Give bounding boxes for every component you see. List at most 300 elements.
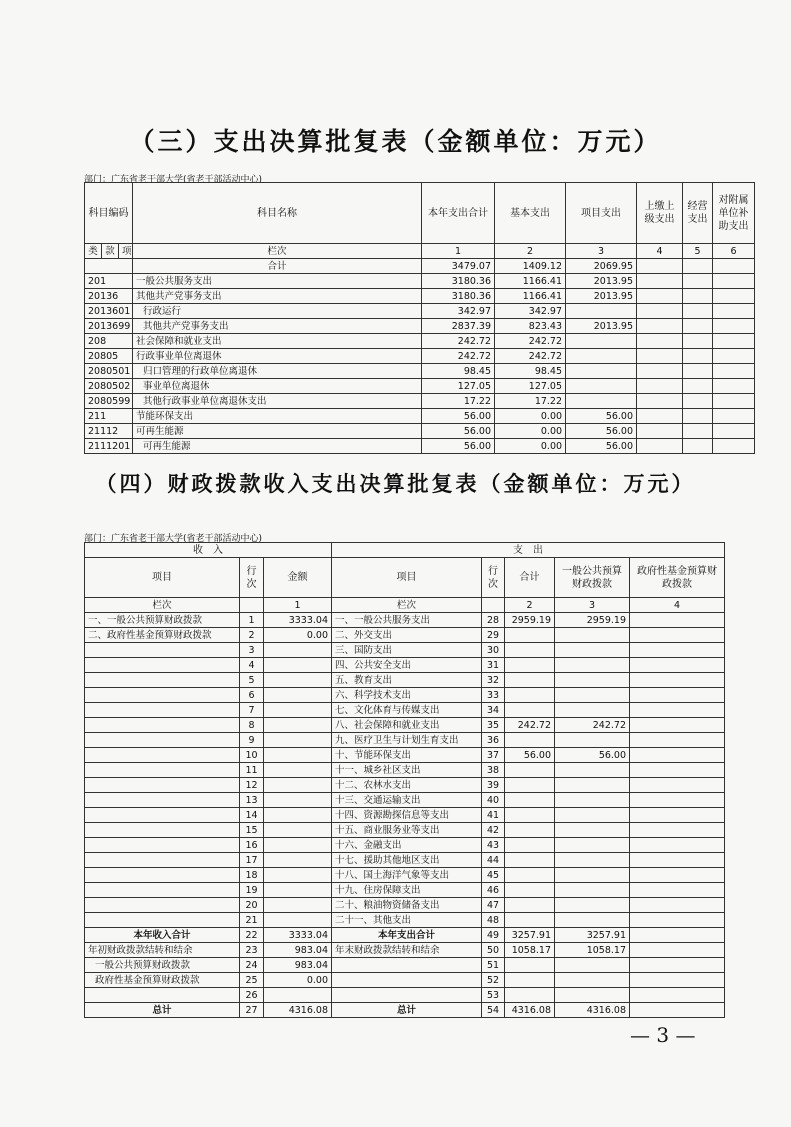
expense-general	[555, 673, 630, 688]
expense-line: 35	[482, 718, 505, 733]
expense-fund	[630, 823, 725, 838]
table-row	[85, 958, 725, 973]
expense-line: 47	[482, 898, 505, 913]
expense-general: 4316.08	[555, 1003, 630, 1018]
subject-code: 21112	[85, 424, 133, 439]
expense-general	[555, 643, 630, 658]
subject-code: 2080502	[85, 379, 133, 394]
expense-general	[555, 823, 630, 838]
income-item: 总计	[85, 1003, 240, 1018]
table-row	[85, 334, 755, 349]
header-general: 一般公共预算财政拨款	[555, 558, 630, 598]
empty-cell	[637, 439, 683, 454]
table-row	[85, 928, 725, 943]
expense-total	[505, 703, 555, 718]
expense-line: 31	[482, 658, 505, 673]
income-amount: 983.04	[264, 943, 332, 958]
subject-name: 节能环保支出	[133, 409, 422, 424]
income-line: 23	[240, 943, 264, 958]
total-amount: 56.00	[422, 409, 495, 424]
table-row	[85, 274, 755, 289]
expense-item: 二十、粮油物资储备支出	[332, 898, 482, 913]
col-num: 4	[630, 598, 725, 613]
expense-general: 2959.19	[555, 613, 630, 628]
expense-fund	[630, 853, 725, 868]
expense-item	[332, 988, 482, 1003]
header-income: 收 入	[85, 543, 332, 558]
total-amount: 3479.07	[422, 259, 495, 274]
expense-total	[505, 853, 555, 868]
income-item	[85, 658, 240, 673]
empty-cell	[637, 409, 683, 424]
expense-fund	[630, 793, 725, 808]
expense-total: 242.72	[505, 718, 555, 733]
income-item: 本年收入合计	[85, 928, 240, 943]
basic-amount: 823.43	[495, 319, 566, 334]
income-line: 18	[240, 868, 264, 883]
total-amount: 2837.39	[422, 319, 495, 334]
empty-cell	[713, 349, 755, 364]
project-amount	[566, 364, 637, 379]
subject-code: 211	[85, 409, 133, 424]
subject-code: 2111201	[85, 439, 133, 454]
income-amount	[264, 703, 332, 718]
subject-name: 合计	[133, 259, 422, 274]
income-item: 一、一般公共预算财政拨款	[85, 613, 240, 628]
column-label: 栏次	[85, 598, 240, 613]
expense-general	[555, 658, 630, 673]
income-amount	[264, 883, 332, 898]
header-xiang: 项	[119, 244, 133, 259]
empty-cell	[713, 379, 755, 394]
section3-department: 部门：广东省老干部大学(省老干部活动中心)	[84, 175, 263, 185]
table-row	[85, 658, 725, 673]
subject-name: 一般公共服务支出	[133, 274, 422, 289]
empty-cell	[683, 304, 713, 319]
expense-total	[505, 838, 555, 853]
income-amount	[264, 988, 332, 1003]
project-amount: 56.00	[566, 439, 637, 454]
income-line: 17	[240, 853, 264, 868]
subject-code: 20805	[85, 349, 133, 364]
table-row	[85, 943, 725, 958]
empty-cell	[683, 259, 713, 274]
expense-item: 七、文化体育与传媒支出	[332, 703, 482, 718]
expense-line: 34	[482, 703, 505, 718]
expense-general	[555, 703, 630, 718]
header-total: 本年支出合计	[422, 183, 495, 244]
table-row	[85, 628, 725, 643]
income-line: 6	[240, 688, 264, 703]
empty-cell	[637, 304, 683, 319]
expense-fund	[630, 973, 725, 988]
expense-item: 十七、援助其他地区支出	[332, 853, 482, 868]
income-amount: 4316.08	[264, 1003, 332, 1018]
income-item	[85, 733, 240, 748]
income-amount	[264, 823, 332, 838]
expense-general	[555, 958, 630, 973]
expense-fund	[630, 613, 725, 628]
expense-line: 28	[482, 613, 505, 628]
header-total: 合计	[505, 558, 555, 598]
expense-line: 50	[482, 943, 505, 958]
table-row	[85, 718, 725, 733]
income-amount	[264, 733, 332, 748]
income-line: 15	[240, 823, 264, 838]
header-upper: 上缴上级支出	[637, 183, 683, 244]
income-amount	[264, 658, 332, 673]
income-item	[85, 883, 240, 898]
expense-general	[555, 628, 630, 643]
expense-total	[505, 958, 555, 973]
expenditure-table	[84, 182, 755, 454]
expense-fund	[630, 718, 725, 733]
income-amount: 983.04	[264, 958, 332, 973]
empty-cell	[637, 379, 683, 394]
empty-cell	[713, 259, 755, 274]
header-basic: 基本支出	[495, 183, 566, 244]
empty-cell	[683, 379, 713, 394]
empty-cell	[683, 409, 713, 424]
col-num: 6	[713, 244, 755, 259]
subject-code: 20136	[85, 289, 133, 304]
expense-total	[505, 778, 555, 793]
expense-total	[505, 988, 555, 1003]
subject-name: 其他行政事业单位离退休支出	[133, 394, 422, 409]
expense-line: 45	[482, 868, 505, 883]
income-amount	[264, 748, 332, 763]
empty-cell	[713, 304, 755, 319]
expense-total	[505, 808, 555, 823]
empty-cell	[637, 394, 683, 409]
expense-total	[505, 643, 555, 658]
empty-cell	[637, 349, 683, 364]
income-line: 10	[240, 748, 264, 763]
income-item	[85, 808, 240, 823]
expense-item	[332, 958, 482, 973]
income-amount	[264, 838, 332, 853]
expense-total	[505, 793, 555, 808]
total-amount: 127.05	[422, 379, 495, 394]
expense-general	[555, 913, 630, 928]
subject-code: 2080501	[85, 364, 133, 379]
empty-cell	[637, 289, 683, 304]
project-amount: 2013.95	[566, 319, 637, 334]
expense-total	[505, 628, 555, 643]
project-amount: 56.00	[566, 424, 637, 439]
expense-item: 一、一般公共服务支出	[332, 613, 482, 628]
expense-line: 38	[482, 763, 505, 778]
subject-code: 2080599	[85, 394, 133, 409]
expense-item: 三、国防支出	[332, 643, 482, 658]
subject-name: 行政运行	[133, 304, 422, 319]
income-item	[85, 688, 240, 703]
table-row	[85, 304, 755, 319]
expense-fund	[630, 628, 725, 643]
expense-item: 六、科学技术支出	[332, 688, 482, 703]
expense-line: 48	[482, 913, 505, 928]
empty-cell	[683, 274, 713, 289]
income-amount	[264, 913, 332, 928]
header-business: 经营支出	[683, 183, 713, 244]
basic-amount: 242.72	[495, 334, 566, 349]
empty-cell	[683, 424, 713, 439]
table-row	[85, 439, 755, 454]
expense-general	[555, 793, 630, 808]
expense-line: 36	[482, 733, 505, 748]
income-line: 11	[240, 763, 264, 778]
project-amount	[566, 349, 637, 364]
subject-code: 208	[85, 334, 133, 349]
subject-name: 可再生能源	[133, 424, 422, 439]
income-line: 13	[240, 793, 264, 808]
income-item	[85, 988, 240, 1003]
expense-total: 3257.91	[505, 928, 555, 943]
expense-total	[505, 763, 555, 778]
income-line: 8	[240, 718, 264, 733]
expense-fund	[630, 1003, 725, 1018]
expense-item: 四、公共安全支出	[332, 658, 482, 673]
expense-fund	[630, 898, 725, 913]
income-amount	[264, 808, 332, 823]
income-amount	[264, 898, 332, 913]
basic-amount: 1166.41	[495, 289, 566, 304]
expense-fund	[630, 748, 725, 763]
subject-code: 2013601	[85, 304, 133, 319]
total-amount: 3180.36	[422, 274, 495, 289]
col-num: 2	[505, 598, 555, 613]
table-row	[85, 973, 725, 988]
header-name: 科目名称	[133, 183, 422, 244]
expense-general	[555, 988, 630, 1003]
expense-total	[505, 673, 555, 688]
expense-line: 37	[482, 748, 505, 763]
expense-item: 五、教育支出	[332, 673, 482, 688]
income-item: 一般公共预算财政拨款	[85, 958, 240, 973]
expense-item: 二十一、其他支出	[332, 913, 482, 928]
empty-cell	[713, 319, 755, 334]
expense-line: 32	[482, 673, 505, 688]
subject-code	[85, 259, 133, 274]
expense-item: 本年支出合计	[332, 928, 482, 943]
expense-fund	[630, 688, 725, 703]
total-amount: 56.00	[422, 424, 495, 439]
income-amount	[264, 718, 332, 733]
basic-amount: 127.05	[495, 379, 566, 394]
page-number: — 3 —	[630, 1023, 696, 1047]
expense-item: 十四、资源勘探信息等支出	[332, 808, 482, 823]
expense-total	[505, 733, 555, 748]
expense-fund	[630, 928, 725, 943]
empty-cell	[713, 274, 755, 289]
expense-general	[555, 898, 630, 913]
header-lei: 类	[85, 244, 102, 259]
header-item: 项目	[332, 558, 482, 598]
expense-fund	[630, 658, 725, 673]
expense-fund	[630, 943, 725, 958]
expense-total	[505, 868, 555, 883]
section3-title: （三）支出决算批复表（金额单位：万元）	[129, 127, 662, 156]
expense-fund	[630, 883, 725, 898]
income-line: 4	[240, 658, 264, 673]
table-row	[85, 868, 725, 883]
income-item: 政府性基金预算财政拨款	[85, 973, 240, 988]
total-amount: 17.22	[422, 394, 495, 409]
income-amount: 0.00	[264, 973, 332, 988]
expense-total: 4316.08	[505, 1003, 555, 1018]
expense-line: 54	[482, 1003, 505, 1018]
income-amount	[264, 688, 332, 703]
income-item	[85, 703, 240, 718]
total-amount: 98.45	[422, 364, 495, 379]
expense-line: 46	[482, 883, 505, 898]
basic-amount: 17.22	[495, 394, 566, 409]
basic-amount: 0.00	[495, 424, 566, 439]
project-amount	[566, 394, 637, 409]
table-row	[85, 748, 725, 763]
income-line: 24	[240, 958, 264, 973]
project-amount: 2069.95	[566, 259, 637, 274]
expense-total: 1058.17	[505, 943, 555, 958]
total-amount: 242.72	[422, 349, 495, 364]
table-row	[85, 289, 755, 304]
empty-cell	[683, 289, 713, 304]
income-line: 7	[240, 703, 264, 718]
empty-cell	[713, 424, 755, 439]
header-fund: 政府性基金预算财政拨款	[630, 558, 725, 598]
expense-line: 42	[482, 823, 505, 838]
table-row	[85, 259, 755, 274]
col-num: 3	[555, 598, 630, 613]
income-line: 19	[240, 883, 264, 898]
income-item	[85, 673, 240, 688]
expense-general	[555, 688, 630, 703]
income-amount: 3333.04	[264, 928, 332, 943]
subject-name: 归口管理的行政单位离退休	[133, 364, 422, 379]
income-item: 二、政府性基金预算财政拨款	[85, 628, 240, 643]
empty-cell	[637, 424, 683, 439]
empty-cell	[713, 364, 755, 379]
expense-item: 十九、住房保障支出	[332, 883, 482, 898]
income-item	[85, 778, 240, 793]
income-item	[85, 913, 240, 928]
header-kuan: 款	[102, 244, 119, 259]
income-line: 26	[240, 988, 264, 1003]
income-line: 27	[240, 1003, 264, 1018]
income-line: 1	[240, 613, 264, 628]
income-line: 5	[240, 673, 264, 688]
income-item	[85, 748, 240, 763]
expense-item: 十三、交通运输支出	[332, 793, 482, 808]
expense-item	[332, 973, 482, 988]
table-row	[85, 394, 755, 409]
expense-item: 十八、国土海洋气象等支出	[332, 868, 482, 883]
col-num: 1	[422, 244, 495, 259]
income-item	[85, 868, 240, 883]
expense-line: 43	[482, 838, 505, 853]
total-amount: 56.00	[422, 439, 495, 454]
expense-line: 30	[482, 643, 505, 658]
table-row	[85, 988, 725, 1003]
expense-item: 十五、商业服务业等支出	[332, 823, 482, 838]
income-item	[85, 643, 240, 658]
expense-general	[555, 763, 630, 778]
subject-name: 可再生能源	[133, 439, 422, 454]
expense-fund	[630, 733, 725, 748]
expense-total	[505, 913, 555, 928]
table-row	[85, 613, 725, 628]
basic-amount: 98.45	[495, 364, 566, 379]
income-amount	[264, 853, 332, 868]
income-line: 2	[240, 628, 264, 643]
empty-cell	[713, 409, 755, 424]
header-code: 科目编码	[85, 183, 133, 244]
project-amount	[566, 379, 637, 394]
income-line: 25	[240, 973, 264, 988]
income-item	[85, 838, 240, 853]
expense-general	[555, 973, 630, 988]
header-item: 项目	[85, 558, 240, 598]
expense-fund	[630, 643, 725, 658]
expense-fund	[630, 778, 725, 793]
empty-cell	[713, 334, 755, 349]
expense-fund	[630, 868, 725, 883]
expense-total	[505, 688, 555, 703]
income-amount	[264, 673, 332, 688]
expense-line: 44	[482, 853, 505, 868]
expense-item: 十六、金融支出	[332, 838, 482, 853]
table-row	[85, 409, 755, 424]
basic-amount: 1166.41	[495, 274, 566, 289]
empty-cell	[683, 364, 713, 379]
column-label: 栏次	[332, 598, 482, 613]
table-row	[85, 349, 755, 364]
header-line: 行次	[482, 558, 505, 598]
expense-general: 3257.91	[555, 928, 630, 943]
expense-item: 年末财政拨款结转和结余	[332, 943, 482, 958]
income-amount	[264, 643, 332, 658]
expense-general: 56.00	[555, 748, 630, 763]
empty-cell	[637, 334, 683, 349]
expense-total	[505, 823, 555, 838]
expense-line: 49	[482, 928, 505, 943]
income-line: 16	[240, 838, 264, 853]
col-num: 3	[566, 244, 637, 259]
empty-cell	[683, 439, 713, 454]
project-amount	[566, 334, 637, 349]
expense-fund	[630, 988, 725, 1003]
table-row	[85, 778, 725, 793]
expense-total	[505, 658, 555, 673]
project-amount: 56.00	[566, 409, 637, 424]
expense-item: 八、社会保障和就业支出	[332, 718, 482, 733]
income-line: 20	[240, 898, 264, 913]
table-row	[85, 733, 725, 748]
table-row	[85, 898, 725, 913]
income-item	[85, 853, 240, 868]
empty-cell	[683, 334, 713, 349]
expense-item: 总计	[332, 1003, 482, 1018]
col-num: 2	[495, 244, 566, 259]
subject-name: 事业单位离退休	[133, 379, 422, 394]
project-amount: 2013.95	[566, 289, 637, 304]
expense-total	[505, 973, 555, 988]
expense-general	[555, 778, 630, 793]
project-amount: 2013.95	[566, 274, 637, 289]
empty-cell	[713, 289, 755, 304]
expense-fund	[630, 673, 725, 688]
table-row	[85, 808, 725, 823]
